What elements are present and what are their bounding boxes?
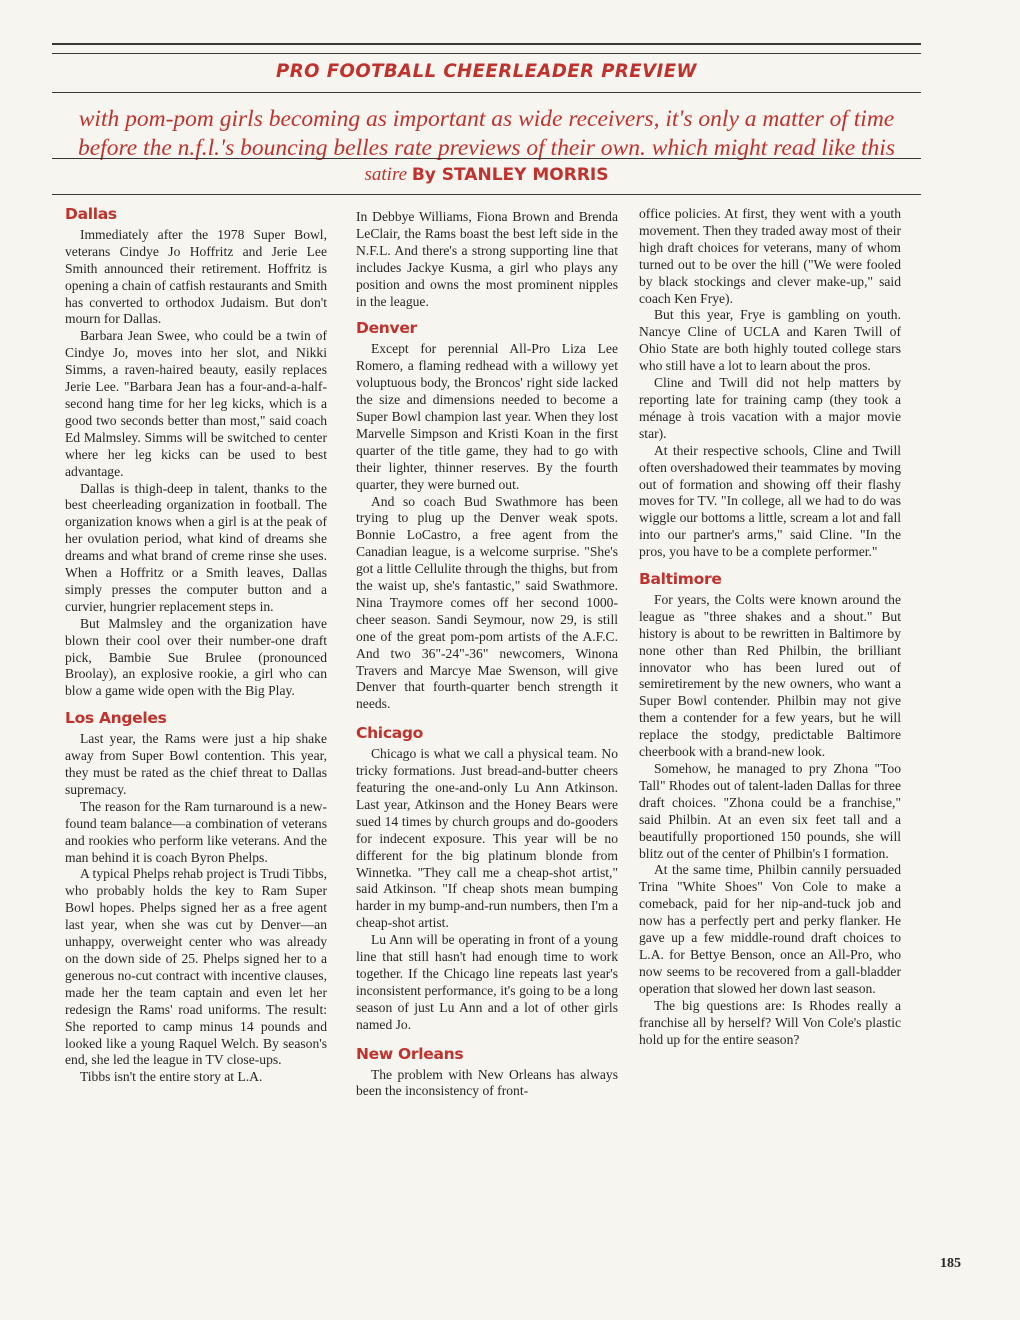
- title-bottom-rule: [52, 92, 921, 93]
- section-heading-denver: Denver: [356, 319, 417, 338]
- article-title: PRO FOOTBALL CHEERLEADER PREVIEW: [276, 60, 697, 82]
- section-heading-chicago: Chicago: [356, 724, 424, 743]
- byline-label: satire: [364, 164, 408, 185]
- baltimore-paragraph: At the same time, Philbin cannily persuaded Trina "White Shoes" Von Cole to make a comeback, paid for her nip-and-tuck job and now has a perfectly pert and perky flanker. He gave up a few middle-round draft choices to L.A. for Bettye Benson, once an All-Pro, who now seems to be recovered from a gall-bladder operation that slowed her down last season.: [639, 862, 901, 996]
- dallas-paragraph: Barbara Jean Swee, who could be a twin of Cindye Jo, moves into her slot, and Nikki Simms, a raven-haired beauty, easily replaces Jerie Lee. "Barbara Jean has a four-and-a-half-second hang time for her leg kicks, which is a good two seconds better than most," said coach Ed Malmsley. Simms will be switched to center where her leg kicks can be used to best advantage.: [65, 328, 327, 479]
- title-top-rule: [52, 53, 921, 54]
- deck-bottom-rule: [52, 158, 921, 159]
- deck-line-2: before the n.f.l.'s bouncing belles rate previews of their own. which might read like this: [78, 135, 895, 161]
- denver-paragraph: Except for perennial All-Pro Liza Lee Romero, a flaming redhead with a willowy yet voluptuous body, the Broncos' right side lacked the size and dimensions needed to become a Super Bowl champion last year. When they lost Marvelle Simpson and Kristi Koan in the first quarter of the title game, they had to go with their lighter, thinner reserves. By the fourth quarter, they were burned out.: [356, 341, 618, 492]
- byline-name: By STANLEY MORRIS: [411, 165, 609, 185]
- dallas-paragraph: Immediately after the 1978 Super Bowl, veterans Cindye Jo Hoffritz and Jerie Lee Smith announced their retirement. Hoffritz is opening a chain of catfish restaurants and Smith has converted to orthodox Judaism. But don't mourn for Dallas.: [65, 226, 327, 327]
- new-orleans-paragraph: But this year, Frye is gambling on youth. Nancye Cline of UCLA and Karen Twill of Ohio State are both highly touted college stars who still have a lot to learn about the pros.: [639, 307, 901, 374]
- denver-paragraph: And so coach Bud Swathmore has been trying to plug up the Denver weak spots. Bonnie LoCastro, a free agent from the Canadian league, is a welcome surprise. "She's got a little Cellulite through the thighs, but from the waist up, she's fantastic," said Swathmore. Nina Traymore comes off her second 1000-cheer season. Sandi Seymour, now 29, is still one of the great pom-pom artists of the A.F.C. And two 36"-24"-36" newcomers, Winona Travers and Marcye Mae Swenson, will give Denver that fourth-quarter bench strength it needs.: [356, 493, 618, 712]
- section-heading-los-angeles: Los Angeles: [65, 709, 167, 728]
- baltimore-paragraph: The big questions are: Is Rhodes really a franchise all by herself? Will Von Cole's plastic hold up for the entire season?: [639, 997, 901, 1047]
- section-heading-new-orleans: New Orleans: [356, 1044, 464, 1063]
- column-1: [65, 206, 327, 1086]
- dallas-paragraph: But Malmsley and the organization have blown their cool over their number-one draft pick, Bambie Sue Brulee (pronounced Broolay), an explosive rookie, a girl who can blow a game wide open with the Big Play.: [65, 615, 327, 699]
- los-angeles-paragraph: Tibbs isn't the entire story at L.A.: [79, 1069, 263, 1085]
- section-heading-dallas: Dallas: [65, 205, 117, 223]
- dallas-paragraph: Dallas is thigh-deep in talent, thanks to the best cheerleading organization in football. The organization knows when a girl is at the peak of her ovulation period, what kind of dreams she dreams and what brand of creme rinse she uses. When a Hoffritz or a Smith leaves, Dallas simply presses the computer button and a curvier, hungrier replacement steps in.: [65, 480, 327, 614]
- los-angeles-paragraph: Last year, the Rams were just a hip shake away from Super Bowl contention. This year, they must be rated as the chief threat to Dallas supremacy.: [65, 731, 327, 797]
- baltimore-paragraph: For years, the Colts were known around the league as "three shakes and a shout." But history is about to be rewritten in Baltimore by none other than Red Philbin, the brilliant innovator who has been lured out of semiretirement by the new owners, who want a Super Bowl contender. Philbin may not give them a contender for a few years, but he will replace the stodgy, predictable Baltimore cheerbook with a brand-new look.: [639, 591, 901, 760]
- new-orleans-paragraph-continued: office policies. At first, they went with a youth movement. Then they traded away most of their high draft choices for veterans, many of whom turned out to be over the hill ("We were fooled by black stockings and clever make-up," said coach Ken Frye).: [639, 206, 901, 306]
- new-orleans-paragraph: Cline and Twill did not help matters by reporting late for training camp (they took a ménage à trois vacation with a major movie star).: [639, 375, 901, 441]
- new-orleans-paragraph: At their respective schools, Cline and Twill often overshadowed their teammates by moving out of formation and showing off their flashy moves for TV. "In college, all we had to do was wiggle our bottoms a little, scream a lot and fall into our partner's arms," said Cline. "In the pros, you have to be a complete performer.": [639, 442, 901, 560]
- new-orleans-paragraph: The problem with New Orleans has always been the inconsistency of front-: [356, 1066, 618, 1099]
- section-heading-baltimore: Baltimore: [639, 570, 722, 589]
- page-number: 185: [940, 1256, 961, 1271]
- column-3: [639, 206, 901, 1048]
- los-angeles-paragraph: The reason for the Ram turnaround is a new-found team balance—a combination of veterans and rookies who perform like veterans. And the man behind it is coach Byron Phelps.: [65, 798, 327, 865]
- article-deck: [60, 105, 913, 163]
- baltimore-paragraph: Somehow, he managed to pry Zhona "Too Tall" Rhodes out of talent-laden Dallas for three draft choices. "Zhona could be a franchise," said Philbin. At an even six feet tall and a beautifully proportioned 150 pounds, she will blitz out of the center of Philbin's I formation.: [639, 761, 901, 861]
- deck-line-1: with pom-pom girls becoming as important as wide receivers, it's only a matter of time: [78, 106, 895, 132]
- los-angeles-paragraph-continued: In Debbye Williams, Fiona Brown and Brenda LeClair, the Rams boast the best left side in the N.F.L. And there's a strong supporting line that includes Jackye Kusma, a girl who plays any position and owns the most prominent nipples in the league.: [356, 209, 618, 309]
- top-rule: [52, 43, 921, 45]
- byline: [52, 164, 921, 186]
- chicago-paragraph: Chicago is what we call a physical team. No tricky formations. Just bread-and-butter cheers featuring the one-and-only Lu Ann Atkinson. Last year, Atkinson and the Honey Bears were sued 14 times by church groups and do-gooders for indecent exposure. This year will be no different for the big platinum blonde from Winnetka. "They call me a cheap-shot artist," said Atkinson. "If cheap shots mean bumping harder in my bump-and-run numbers, then I'm a cheap-shot artist.: [356, 746, 618, 931]
- column-2: [356, 209, 618, 1100]
- byline-bottom-rule: [52, 194, 921, 195]
- chicago-paragraph: Lu Ann will be operating in front of a young line that still hasn't had enough time to work together. If the Chicago line repeats last year's inconsistent performance, it's going to be a long season of just Lu Ann and a lot of other girls named Jo.: [356, 932, 618, 1032]
- los-angeles-paragraph: A typical Phelps rehab project is Trudi Tibbs, who probably holds the key to Ram Super Bowl hopes. Phelps signed her as a free agent last year, when she was cut by Denver—an unhappy, overweight center who was already on the down side of 25. Phelps signed her to a generous no-cut contract with incentive clauses, made her the team captain and even let her redesign the Rams' road uniforms. The result: She reported to camp minus 14 pounds and looked like a young Raquel Welch. By season's end, she led the league in TV close-ups.: [65, 866, 327, 1068]
